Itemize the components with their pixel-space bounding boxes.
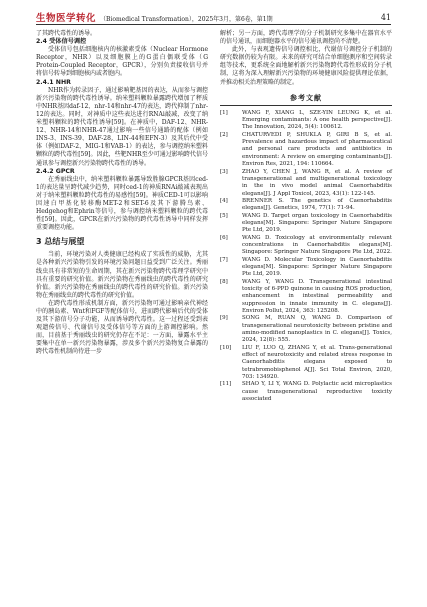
paragraph-continuation: 解析；另一方面，跨代毒理学的分子机制研究多集中在器官水平的信号通讯，而细胞器水平的信号通讯调控尚不清楚。 (220, 30, 392, 46)
reference-item (220, 198, 392, 213)
section-heading-summary: 3 总结与展望 (36, 237, 85, 247)
paragraph-future-research: 此外，与表观遗传信号调控相比，代谢信号调控分子机制的研究数据仍较为有限。未来的研究可结合单细胞测序和空间转录组等技术，更系统全面地解析新兴污染物跨代毒性形成的分子机制，这将为深入理解新兴污染物的环境健康风险提供理论依据，并推动相关治理策略的制定。 (220, 46, 392, 86)
reference-item (220, 257, 392, 279)
section-heading-2-4: 2.4 受体信号调控 (36, 38, 87, 46)
running-header (36, 6, 391, 25)
reference-text: CHATURVEDI P, SHUKLA P, GIRI B S, et al. Prevalence and hazardous impact of pharmaceutical and personal care products and antibiotics in environment: A review on emerging contaminants[J]. Environ Res, 2021, 194: 110664. (242, 131, 392, 168)
reference-number: [9] (220, 315, 228, 322)
reference-number: [2] (220, 131, 228, 138)
reference-item (220, 110, 392, 132)
journal-name: 生物医学转化 (36, 13, 97, 24)
paragraph-gpcr: 在秀丽线虫中，纳米塑料颗粒暴露导致胜腺GPCR基因ced-1的表达量呈跨代减少趋势，同时ced-1的神质RNAi敲减表现出对于纳米塑料颗粒跨代毒性的易感性[59]。神质CED-1可以影响因速白甲基化转移酶MET-2和SET-6及其下游腾鸟素、Hedgehog和Ephrin等信号，参与调控纳米塑料颗粒的跨代毒性[59]。因此，GPCR在新兴污染物的跨代毒性诱导中同样发挥重要调控功能。 (36, 175, 208, 232)
reference-number: [7] (220, 256, 228, 263)
reference-item (220, 213, 392, 235)
section-heading-2-4-2: 2.4.2 GPCR (36, 167, 75, 175)
reference-text: BRENNER S. The genetics of Caenorhabditis elegans[J]. Genetics, 1974, 77(1): 71-94. (242, 197, 392, 212)
reference-text: WANG D. Toxicology at environmentally relevant concentrations in Caenorhabditis elegans[M]. Singapore: Springer Nature Singapore Pte Ltd, 2022. (242, 234, 392, 256)
paragraph-receptor-intro: 受体信号包括细胞核内的核激素受体（Nuclear Hormone Receptor，NHR）以及细胞膜上的G蛋白偶联受体（G Protein-Coupled Receptor，GPCR），分别负责接收信号并将信号转导到细胞核内或者胞内。 (36, 46, 208, 78)
reference-number: [6] (220, 234, 228, 241)
reference-item (220, 235, 392, 257)
reference-number: [8] (220, 278, 228, 285)
references-divider (220, 105, 392, 106)
section-heading-2-4-1: 2.4.1 NHR (36, 78, 71, 86)
paragraph-summary-2: 在跨代毒性形成机制方面，新兴污染物可通过影响亲代神经中的胰岛素、Wnt和FGF等配体信号，进而跨代影响后代的受体及其下游信号分子功能，从而诱导跨代毒性。这一过程还受到表观遗传信号、代谢信号及受体信号等方面的上游调控影响。然而，目前基于秀丽线虫的研究仍存在不足：一方面，暴露水平主要集中在单一新兴污染物暴露，涉及多个新兴污染物复合暴露的跨代毒性机制尚待进一步 (36, 299, 208, 356)
reference-text: SHAO Y, LI Y, WANG D. Polylactic acid microplastics cause transgenerational reproductive toxicity associated (242, 381, 392, 403)
reference-text: SONG M, RUAN Q, WANG D. Comparison of transgenerational neurotoxicity between pristine and amino-modified nanoplastics in C. elegans[J]. Toxics, 2024, 12(8): 555. (242, 315, 392, 344)
journal-issue-info: （Biomedical Transformation），2025年3月，第6卷，第1期 (100, 16, 273, 23)
page-number: 41 (380, 13, 391, 22)
left-column (36, 30, 208, 357)
reference-list (220, 110, 392, 404)
reference-item (220, 381, 392, 403)
reference-text: LIU F, LUO Q, ZHANG Y, et al. Trans-generational effect of neurotoxicity and related stress response in Caenorhabditis elegans exposed to tetrabromobisphenol A[J]. Sci Total Environ, 2020, 703: 134920. (242, 344, 392, 381)
reference-item (220, 169, 392, 198)
reference-text: WANG D. Molecular Toxicology in Caenorhabditis elegans[M]. Singapore: Springer Nature Singapore Pte Ltd, 2019. (242, 256, 392, 278)
reference-text: WANG Y, WANG D. Transgenerational intestinal toxicity of 6-PPD quinone in causing ROS production, enhancement in intestinal permeability and suppression in innate immunity in C. elegans[J]. Environ Pollut, 2024, 363: 125208. (242, 278, 392, 315)
paragraph-carryover: 了其跨代毒性的诱导。 (36, 30, 97, 37)
reference-item (220, 345, 392, 382)
references-title: 参考文献 (290, 93, 322, 102)
reference-text: ZHAO Y, CHEN J, WANG R, et al. A review of transgenerational and multigenerational toxicology in the in vivo model animal Caenorhabditis elegans[J]. J Appl Toxicol, 2023, 43(1): 122-145. (242, 168, 392, 197)
reference-item (220, 315, 392, 344)
reference-text: WANG D. Target organ toxicology in Caenorhabditis elegans[M]. Singapore: Springer Nature Singapore Pte Ltd, 2019. (242, 212, 392, 234)
reference-number: [1] (220, 109, 228, 116)
reference-number: [4] (220, 197, 228, 204)
paragraph-nhr: NHR作为转录因子，通过影响靶基因的表达，从而参与调控新兴污染物的跨代毒性诱导。纳米塑料颗粒暴露跨代增加了秤质中NHR基因daf-12、nhr-14和nhr-47的表达，跨代抑制了nhr-12的表达。同时，对神质中这些表达进行RNAi敲减，改变了纳米塑料颗粒的跨代毒性诱导[59]。在神质中，DAF-12、NHR-12、NHR-14和NHR-47通过影响一些信号通路的配体（例如INS-3、INS-39、DAF-28、LIN-44和EFN-3）及其后代中受体（例如DAF-2、MIG-1和VAB-1）的表达，参与调控纳米塑料颗粒的跨代毒性[59]。因此，些靶NHR至少可通过影响跨代信号通讯参与调控新兴污染物跨代毒性的诱导。 (36, 86, 208, 167)
reference-item (220, 132, 392, 169)
reference-number: [5] (220, 212, 228, 219)
reference-item (220, 279, 392, 316)
paragraph-summary-1: 当前，环境污染对人类健康已经构成了实质性的威胁，尤其是各种新兴污染物引发的环境污染问题日益受到广泛关注。秀丽线虫具有非常短的生命周期，其在新兴污染物跨代毒理学研究中具有重要的研究价值。新兴污染物在秀丽线虫的跨代毒性的研究价值。新兴污染物在秀丽线虫的跨代毒性的研究价值。新兴污染物在秀丽线虫的跨代毒性的研究价值。 (36, 251, 208, 299)
reference-text: WANG F, XIANG L, SZE-YIN LEUNG K, et al. Emerging contaminants: A one health perspective[J]. The Innovation, 2024, 5(4): 100612. (242, 109, 392, 131)
reference-number: [11] (220, 381, 232, 388)
reference-number: [10] (220, 344, 232, 351)
right-column (220, 30, 392, 404)
reference-number: [3] (220, 168, 228, 175)
